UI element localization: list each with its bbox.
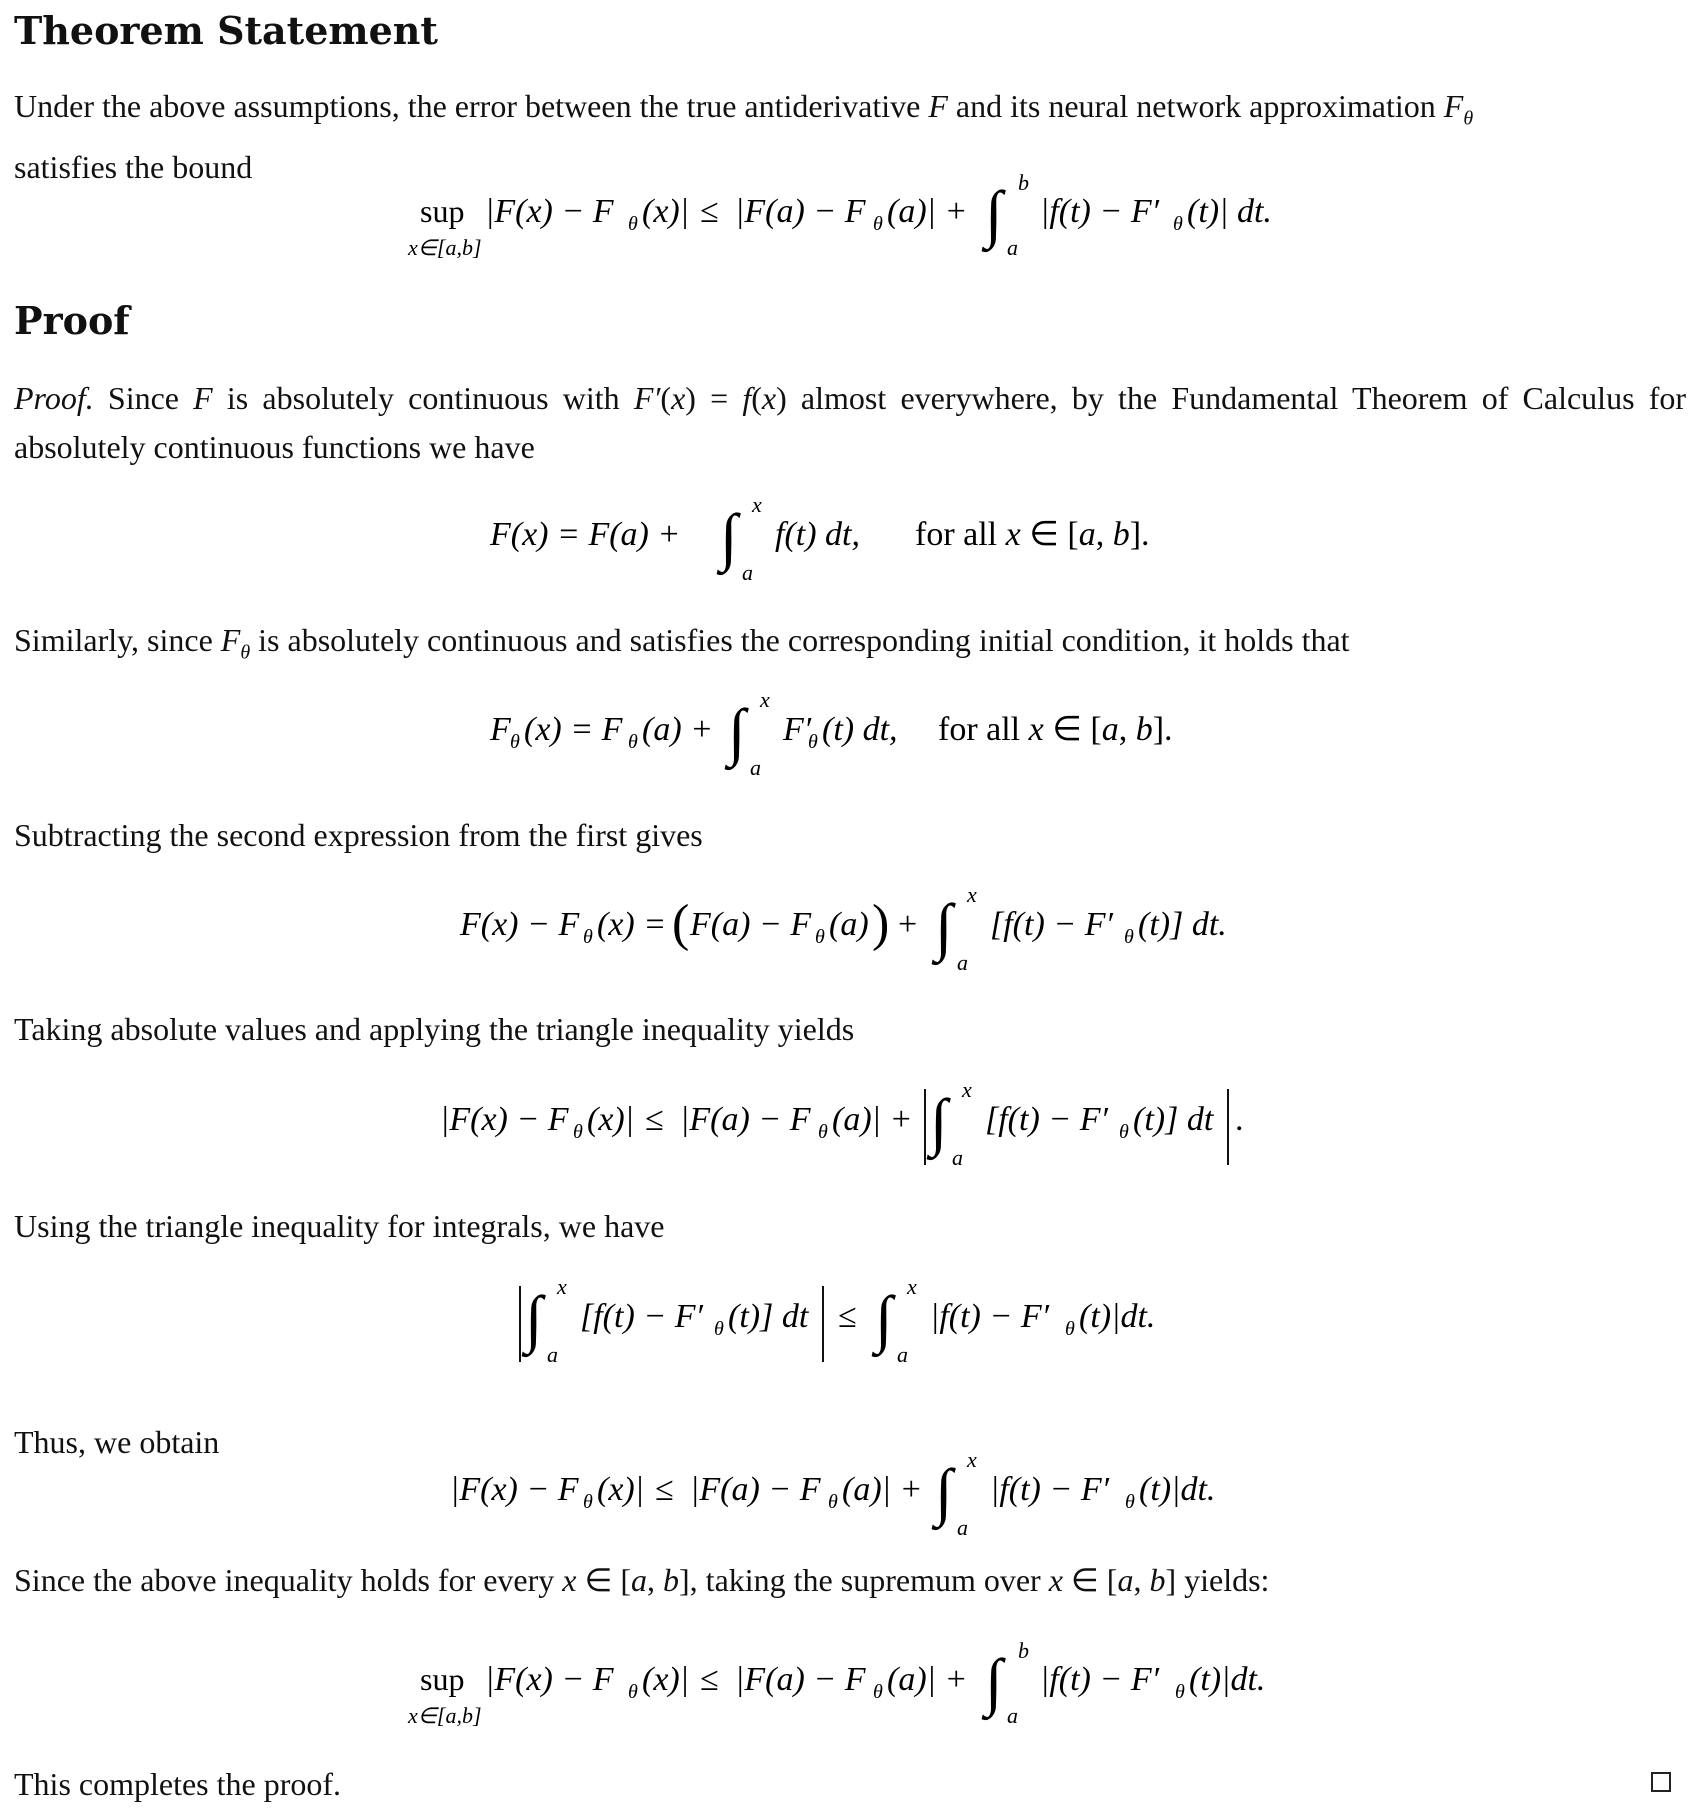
svg-text:(a)| +: (a)| + xyxy=(842,1471,923,1508)
svg-text:x: x xyxy=(760,687,770,712)
similarly-text: Similarly, since $F_\theta$ is absolutely continuous and satisfies the corresponding initial condition, it holds that xyxy=(14,622,1350,664)
svg-text:(x) = F: (x) = F xyxy=(524,711,623,748)
svg-text:θ: θ xyxy=(583,926,593,948)
equation-3-graphic xyxy=(440,880,1260,980)
svg-text:|F(a) − F: |F(a) − F xyxy=(735,1661,866,1698)
svg-text:∫: ∫ xyxy=(935,1456,953,1527)
svg-text:for all x ∈ [a, b].: for all x ∈ [a, b]. xyxy=(915,516,1150,553)
svg-text:(t)|dt.: (t)|dt. xyxy=(1139,1471,1216,1508)
svg-text:|f(t) − F′: |f(t) − F′ xyxy=(990,1471,1110,1508)
svg-text:a: a xyxy=(1007,1703,1018,1728)
svg-text:θ: θ xyxy=(510,731,520,753)
equation-4-graphic xyxy=(420,1075,1280,1175)
equation-1 xyxy=(0,490,1700,590)
svg-text:(x) =: (x) = xyxy=(597,906,667,943)
svg-text:θ: θ xyxy=(1119,1121,1129,1143)
thus-text: Thus, we obtain xyxy=(14,1424,220,1460)
svg-text:θ: θ xyxy=(714,1318,724,1340)
equation-5 xyxy=(0,1272,1700,1372)
svg-text:≤: ≤ xyxy=(645,1101,664,1138)
equation-2-graphic xyxy=(470,685,1230,785)
svg-text:(t) dt,: (t) dt, xyxy=(822,711,898,748)
svg-text:(: ( xyxy=(672,895,690,952)
svg-text:∫: ∫ xyxy=(525,1283,543,1354)
svg-text:≤: ≤ xyxy=(655,1471,674,1508)
svg-text:|f(t) − F′: |f(t) − F′ xyxy=(1040,1661,1160,1698)
svg-text:θ: θ xyxy=(1124,926,1134,948)
svg-text:(t)] dt: (t)] dt xyxy=(728,1298,809,1335)
using-text: Using the triangle inequality for integrals, we have xyxy=(14,1208,665,1244)
svg-text:(t)|dt.: (t)|dt. xyxy=(1189,1661,1266,1698)
svg-text:F: F xyxy=(490,711,511,748)
svg-text:(x)|: (x)| xyxy=(587,1101,635,1138)
svg-text:∫: ∫ xyxy=(985,178,1003,249)
svg-text:[f(t) − F′: [f(t) − F′ xyxy=(985,1101,1108,1138)
svg-text:∫: ∫ xyxy=(935,891,953,962)
svg-text:a: a xyxy=(957,950,968,975)
equation-2 xyxy=(0,685,1700,785)
svg-text:(t)] dt.: (t)] dt. xyxy=(1138,906,1227,943)
svg-text:θ: θ xyxy=(628,213,638,235)
svg-text:f(t) dt,: f(t) dt, xyxy=(775,516,860,553)
equation-4 xyxy=(0,1075,1700,1175)
svg-text:θ: θ xyxy=(818,1121,828,1143)
svg-text:∫: ∫ xyxy=(875,1283,893,1354)
svg-text:|F(a) − F: |F(a) − F xyxy=(680,1101,811,1138)
svg-text:|F(x) − F: |F(x) − F xyxy=(485,1661,614,1698)
svg-text:x∈[a,b]: x∈[a,b] xyxy=(408,1703,482,1728)
svg-text:b: b xyxy=(1018,1638,1029,1663)
svg-text:x: x xyxy=(752,492,762,517)
closing-text: This completes the proof. xyxy=(14,1766,342,1802)
svg-text:(x)|: (x)| xyxy=(642,1661,690,1698)
svg-text:a: a xyxy=(750,755,761,780)
svg-text:θ: θ xyxy=(873,1681,883,1703)
svg-text:(a)| +: (a)| + xyxy=(832,1101,913,1138)
svg-text:a: a xyxy=(897,1342,908,1367)
svg-text:sup: sup xyxy=(420,193,465,229)
svg-text:θ: θ xyxy=(873,213,883,235)
svg-text:(a) +: (a) + xyxy=(642,711,714,748)
equation-7 xyxy=(0,1628,1700,1738)
svg-text:|f(t) − F′: |f(t) − F′ xyxy=(930,1298,1050,1335)
svg-text:(t)|dt.: (t)|dt. xyxy=(1079,1298,1156,1335)
svg-text:∫: ∫ xyxy=(720,501,738,572)
svg-text:θ: θ xyxy=(1175,1681,1185,1703)
svg-text:≤: ≤ xyxy=(838,1298,857,1335)
svg-text:[f(t) − F′: [f(t) − F′ xyxy=(990,906,1113,943)
svg-text:+: + xyxy=(898,906,918,943)
svg-text:|F(a) − F: |F(a) − F xyxy=(735,193,866,230)
svg-text:θ: θ xyxy=(573,1121,583,1143)
proof-intro: Proof. Since F is absolutely continuous with F′(x) = f(x) almost everywhere, by the Fundamental Theorem of Calculus for absolutely continuous functions we have xyxy=(14,380,1687,465)
svg-text:[f(t) − F′: [f(t) − F′ xyxy=(580,1298,703,1335)
svg-text:F(x) − F: F(x) − F xyxy=(460,906,580,943)
since-text: Since the above inequality holds for every x ∈ [a, b], taking the supremum over x ∈ [a, b] yields: xyxy=(14,1562,1270,1598)
svg-text:θ: θ xyxy=(628,731,638,753)
svg-text:θ: θ xyxy=(815,926,825,948)
svg-text:for all x ∈ [a, b].: for all x ∈ [a, b]. xyxy=(938,711,1173,748)
svg-text:(t)| dt.: (t)| dt. xyxy=(1187,193,1272,230)
svg-text:≤: ≤ xyxy=(700,1661,719,1698)
subtracting-text: Subtracting the second expression from the first gives xyxy=(14,817,703,853)
svg-text:x: x xyxy=(557,1274,567,1299)
svg-text:.: . xyxy=(1235,1101,1244,1138)
svg-text:x∈[a,b]: x∈[a,b] xyxy=(408,235,482,260)
svg-text:x: x xyxy=(967,882,977,907)
svg-text:∫: ∫ xyxy=(728,696,746,767)
svg-text:(a)| +: (a)| + xyxy=(887,193,968,230)
bound-formula-graphic xyxy=(400,160,1300,270)
equation-3 xyxy=(0,880,1700,980)
equation-5-graphic xyxy=(500,1272,1200,1372)
svg-text:θ: θ xyxy=(1173,213,1183,235)
taking-text: Taking absolute values and applying the triangle inequality yields xyxy=(14,1011,855,1047)
svg-text:a: a xyxy=(742,560,753,585)
svg-text:∫: ∫ xyxy=(930,1086,948,1157)
svg-text:): ) xyxy=(872,895,890,952)
svg-text:F′: F′ xyxy=(783,711,812,748)
svg-text:a: a xyxy=(1007,235,1018,260)
svg-text:θ: θ xyxy=(1065,1318,1075,1340)
svg-text:a: a xyxy=(547,1342,558,1367)
proof-label: Proof. xyxy=(14,380,94,416)
svg-text:sup: sup xyxy=(420,1661,465,1697)
svg-text:b: b xyxy=(1018,170,1029,195)
theorem-text: Under the above assumptions, the error between the true antiderivative F and its neural network approximation $F_\theta$ satisfies the bound xyxy=(14,88,1474,186)
svg-text:x: x xyxy=(962,1077,972,1102)
svg-text:(a)| +: (a)| + xyxy=(887,1661,968,1698)
svg-text:|F(x) − F: |F(x) − F xyxy=(450,1471,579,1508)
svg-text:F(a) − F: F(a) − F xyxy=(690,906,812,943)
svg-text:a: a xyxy=(957,1515,968,1540)
svg-text:a: a xyxy=(952,1145,963,1170)
svg-text:|F(x) − F: |F(x) − F xyxy=(485,193,614,230)
svg-text:F(x) = F(a) +: F(x) = F(a) + xyxy=(490,516,681,553)
svg-text:x: x xyxy=(907,1274,917,1299)
svg-text:|f(t) − F′: |f(t) − F′ xyxy=(1040,193,1160,230)
svg-text:(a): (a) xyxy=(829,906,869,943)
svg-text:(t)] dt: (t)] dt xyxy=(1133,1101,1214,1138)
svg-text:|F(x) − F: |F(x) − F xyxy=(440,1101,569,1138)
svg-text:(x)|: (x)| xyxy=(642,193,690,230)
equation-1-graphic xyxy=(470,490,1230,590)
svg-text:(x)|: (x)| xyxy=(597,1471,645,1508)
svg-text:θ: θ xyxy=(828,1491,838,1513)
svg-text:θ: θ xyxy=(1125,1491,1135,1513)
qed-symbol xyxy=(1651,1772,1671,1792)
equation-7-graphic xyxy=(400,1628,1300,1738)
svg-text:∫: ∫ xyxy=(985,1646,1003,1717)
svg-text:≤: ≤ xyxy=(700,193,719,230)
equation-6-graphic xyxy=(430,1445,1270,1545)
svg-text:x: x xyxy=(967,1447,977,1472)
svg-text:|F(a) − F: |F(a) − F xyxy=(690,1471,821,1508)
equation-6 xyxy=(0,1445,1700,1545)
theorem-bound-formula xyxy=(0,160,1700,270)
svg-text:θ: θ xyxy=(583,1491,593,1513)
svg-text:θ: θ xyxy=(628,1681,638,1703)
theorem-heading: Theorem Statement xyxy=(14,8,438,53)
proof-heading: Proof xyxy=(14,298,130,343)
svg-text:θ: θ xyxy=(808,731,818,753)
